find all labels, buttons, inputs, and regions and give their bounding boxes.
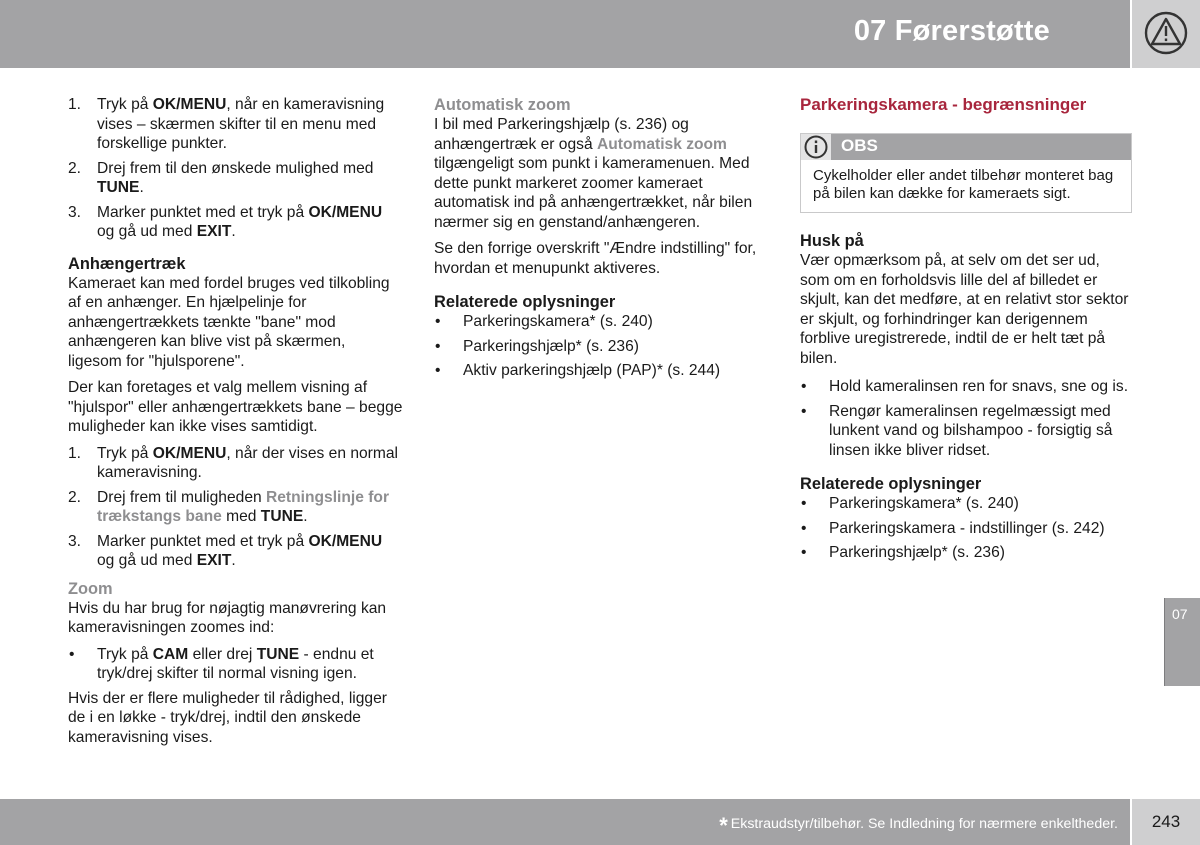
related-list bbox=[434, 312, 770, 381]
list-item: 3. Marker punktet med et tryk på OK/MENU og gå ud med EXIT. bbox=[68, 532, 383, 569]
chapter-icon-box bbox=[1132, 0, 1200, 68]
auto-zoom-paragraph-2: Se den forrige overskrift "Ændre indstilling" for, hvordan et menupunkt aktiveres. bbox=[434, 240, 757, 277]
footer bbox=[0, 799, 1130, 845]
zoom-paragraph-1: Hvis du har brug for nøjagtig manøvrering kan kameravisningen zoomes ind: bbox=[68, 599, 387, 636]
auto-zoom-paragraph-1: I bil med Parkeringshjælp (s. 236) og anhængertræk er også Automatisk zoom tilgængeligt som punkt i kameramenuen. Med dette punkt markeret zoomer kameraet automatisk ind på anhængertrækket, når bilen nærmer sig en genstand/anhængeren. bbox=[434, 116, 753, 231]
warning-triangle-icon bbox=[1144, 11, 1188, 55]
column-2 bbox=[434, 95, 770, 386]
trailer-paragraph-1: Kameraet kan med fordel bruges ved tilkobling af en anhænger. En hjælpelinje for anhængertrækkets tænkte "bane" mod anhængeren kan blive vist på skærmen, ligesom for "hjulsporene". bbox=[68, 274, 390, 370]
page-number: 243 bbox=[1132, 799, 1200, 845]
remember-paragraph: Vær opmærksom på, at selv om det ser ud, som om en forholdsvis lille del af billedet er skjult, kan det medføre, at en relativt stor sektor er skjult, og forhindringer kan derigennem forblive uregistrerede, indtil de er helt tæt på bilen. bbox=[800, 252, 1129, 367]
chapter-title: 07 Førerstøtte bbox=[853, 15, 1050, 47]
chapter-header bbox=[0, 0, 1130, 68]
list-item: 2. Drej frem til den ønskede mulighed med TUNE. bbox=[68, 159, 374, 196]
related-link[interactable]: • Parkeringskamera - indstillinger (s. 242) bbox=[801, 519, 1105, 537]
footer-note: * Ekstraudstyr/tilbehør. Se Indledning for nærmere enkeltheder. bbox=[719, 813, 1118, 838]
menu-option-reference: Retningslinje for trækstangs bane bbox=[97, 488, 390, 525]
related-heading: Relaterede oplysninger bbox=[800, 475, 982, 493]
trailer-heading: Anhængertræk bbox=[68, 254, 186, 273]
obs-header bbox=[801, 134, 1131, 160]
related-link[interactable]: • Parkeringshjælp* (s. 236) bbox=[801, 544, 1005, 561]
related-link[interactable]: • Aktiv parkeringshjælp (PAP)* (s. 244) bbox=[435, 362, 721, 379]
related-list bbox=[800, 494, 1132, 563]
trailer-paragraph-2: Der kan foretages et valg mellem visning af "hjulspor" eller anhængertrækkets bane – begge muligheder kan ikke vises samtidigt. bbox=[68, 379, 403, 435]
list-item: • Rengør kameralinsen regelmæssigt med lunkent vand og bilshampoo - forsigtig så linsen ikke bliver ridset. bbox=[801, 402, 1113, 459]
steps-list-b bbox=[68, 444, 403, 571]
menu-option-reference: Automatisk zoom bbox=[596, 135, 727, 153]
steps-list-a bbox=[68, 95, 403, 242]
list-item: • Tryk på CAM eller drej TUNE - endnu et tryk/drej skifter til normal visning igen. bbox=[69, 645, 374, 682]
related-link[interactable]: • Parkeringskamera* (s. 240) bbox=[435, 313, 653, 330]
column-1 bbox=[68, 95, 403, 754]
chapter-tab[interactable] bbox=[1164, 598, 1200, 686]
list-item: 3. Marker punktet med et tryk på OK/MENU og gå ud med EXIT. bbox=[68, 203, 383, 240]
zoom-paragraph-2: Hvis der er flere muligheder til rådighed, ligger de i en løkke - tryk/drej, indtil den ønskede kameravisning vises. bbox=[68, 689, 387, 746]
related-link[interactable]: • Parkeringshjælp* (s. 236) bbox=[435, 337, 639, 355]
related-link[interactable]: • Parkeringskamera* (s. 240) bbox=[801, 495, 1019, 512]
info-icon bbox=[801, 134, 831, 160]
obs-label: OBS bbox=[841, 136, 878, 155]
remember-heading: Husk på bbox=[800, 232, 864, 250]
obs-text: Cykelholder eller andet tilbehør monteret bag på bilen kan dække for kameraets sigt. bbox=[813, 167, 1114, 202]
auto-zoom-heading: Automatisk zoom bbox=[434, 96, 571, 114]
list-item: 1. Tryk på OK/MENU, når en kameravisning vises – skærmen skifter til en menu med forskellige punkter. bbox=[68, 96, 385, 152]
section-title: Parkeringskamera - begrænsninger bbox=[800, 95, 1087, 114]
list-item: • Hold kameralinsen ren for snavs, sne og is. bbox=[801, 378, 1129, 395]
obs-notice bbox=[800, 133, 1132, 213]
list-item: 1. Tryk på OK/MENU, når der vises en normal kameravisning. bbox=[68, 444, 398, 481]
chapter-tab-label: 07 bbox=[1172, 606, 1188, 622]
related-heading: Relaterede oplysninger bbox=[434, 293, 616, 311]
column-3 bbox=[800, 95, 1132, 568]
zoom-heading: Zoom bbox=[68, 579, 113, 598]
list-item: 2. Drej frem til muligheden Retningslinje for trækstangs bane med TUNE. bbox=[68, 488, 390, 525]
